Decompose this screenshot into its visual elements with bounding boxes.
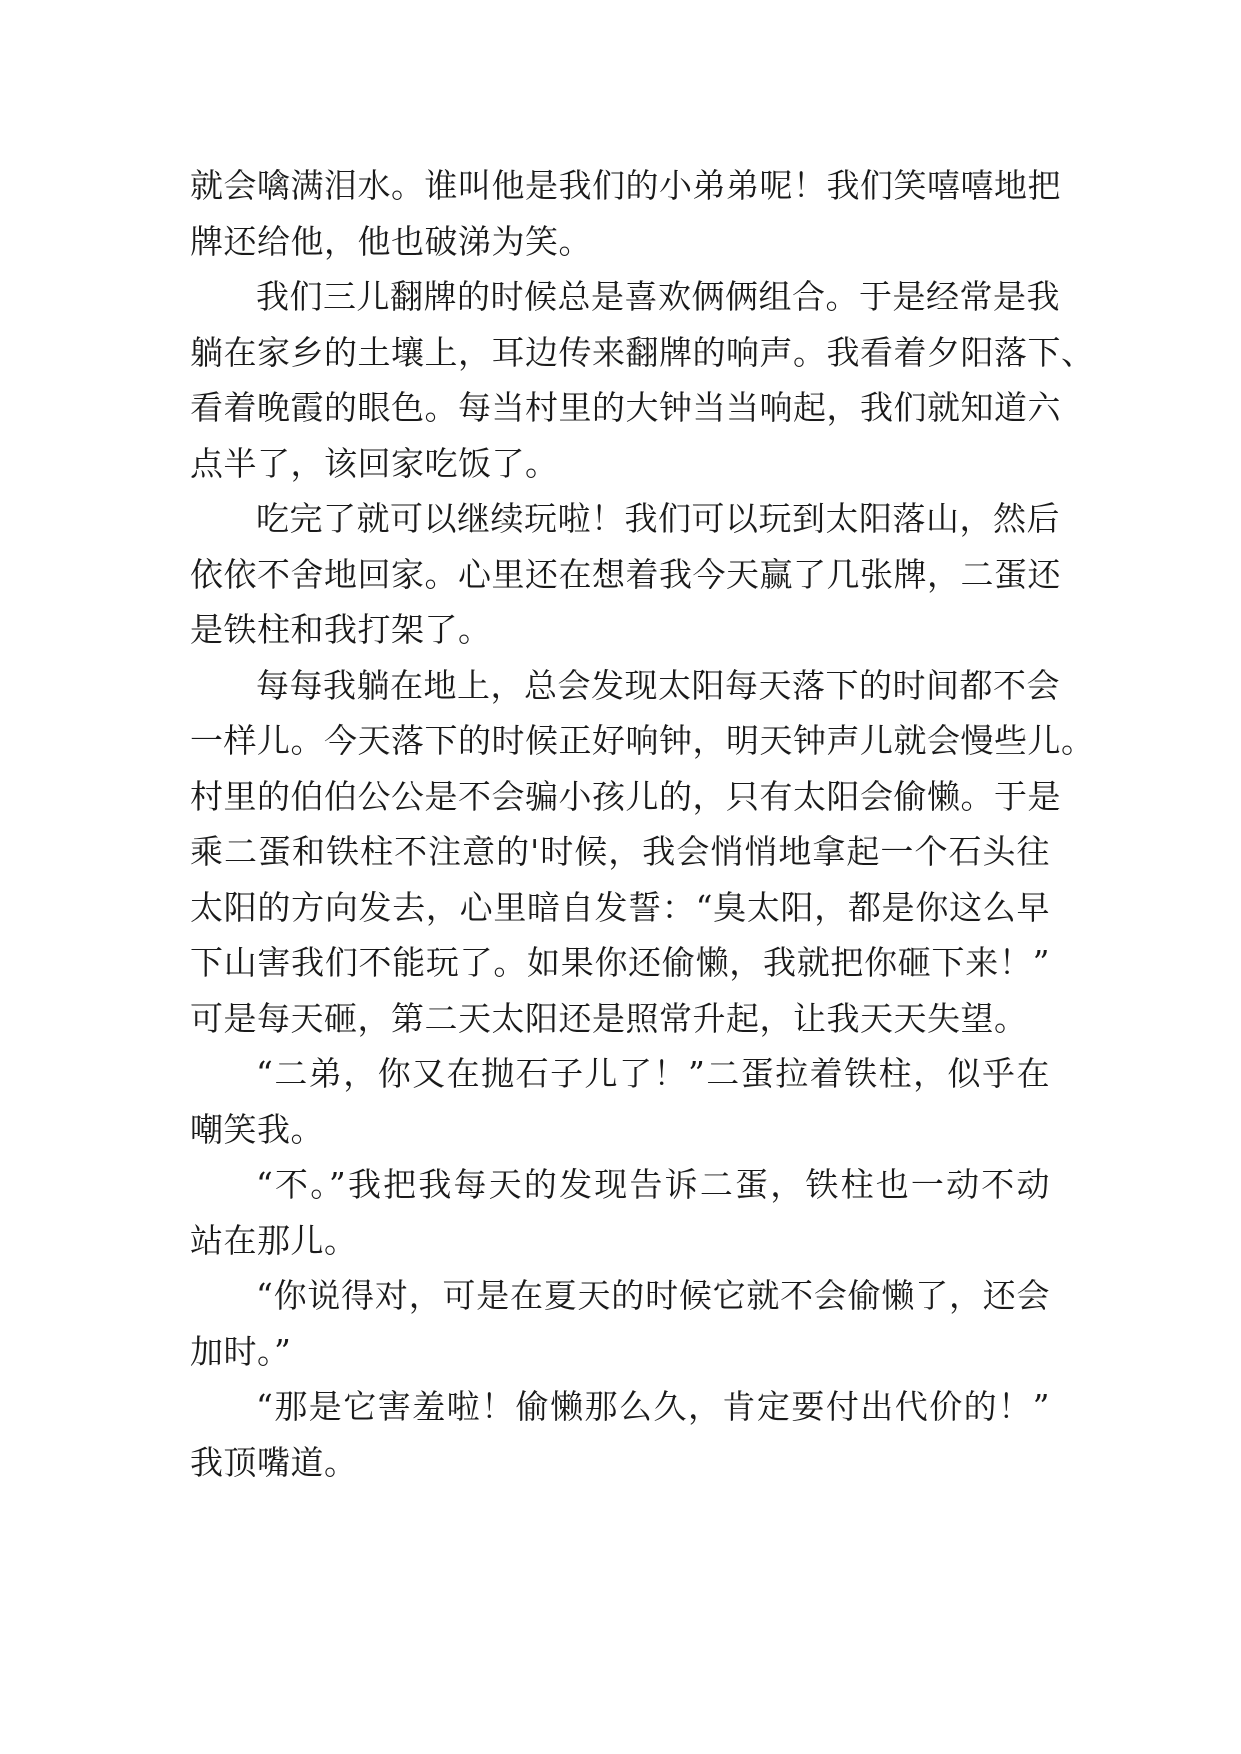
paragraph bbox=[190, 1046, 1050, 1157]
text-line: 我顶嘴道。 bbox=[190, 1442, 358, 1482]
text-line: 太阳的方向发去，心里暗自发誓：“臭太阳，都是你这么早 bbox=[190, 887, 1050, 927]
paragraph bbox=[190, 1379, 1050, 1490]
text-line: “二弟，你又在抛石子儿了！”二蛋拉着铁柱，似乎在 bbox=[256, 1054, 1050, 1093]
text-line: 村里的伯伯公公是不会骗小孩儿的，只有太阳会偷懒。于是 bbox=[190, 776, 1061, 816]
text-line: 就会噙满泪水。谁叫他是我们的小弟弟呢！我们笑嘻嘻地把 bbox=[190, 166, 1061, 205]
text-line: 可是每天砸，第二天太阳还是照常升起，让我天天失望。 bbox=[190, 998, 1028, 1038]
text-line: 我们三儿翻牌的时候总是喜欢俩俩组合。于是经常是我 bbox=[256, 277, 1060, 316]
text-line: 点半了，该回家吃饭了。 bbox=[190, 443, 559, 483]
paragraph bbox=[190, 1157, 1050, 1268]
paragraph bbox=[190, 1268, 1050, 1379]
text-line: 乘二蛋和铁柱不注意的'时候，我会悄悄地拿起一个石头往 bbox=[190, 832, 1050, 871]
text-line: 每每我躺在地上，总会发现太阳每天落下的时间都不会 bbox=[256, 665, 1060, 705]
text-line: 一样儿。今天落下的时候正好响钟，明天钟声儿就会慢些儿。 bbox=[190, 721, 1095, 760]
paragraph bbox=[190, 491, 1061, 658]
paragraph bbox=[190, 158, 1061, 269]
text-line: 吃完了就可以继续玩啦！我们可以玩到太阳落山，然后 bbox=[256, 499, 1060, 538]
text-line: 下山害我们不能玩了。如果你还偷懒，我就把你砸下来！” bbox=[190, 943, 1050, 982]
text-line: “不。”我把我每天的发现告诉二蛋，铁柱也一动不动 bbox=[256, 1165, 1050, 1204]
text-line: 依依不舍地回家。心里还在想着我今天赢了几张牌，二蛋还 bbox=[190, 554, 1061, 594]
text-line: 看着晚霞的眼色。每当村里的大钟当当响起，我们就知道六 bbox=[190, 388, 1061, 427]
text-line: “那是它害羞啦！偷懒那么久，肯定要付出代价的！” bbox=[256, 1387, 1050, 1426]
text-line: 加时。” bbox=[190, 1331, 292, 1371]
paragraph bbox=[190, 658, 1095, 1047]
text-line: 站在那儿。 bbox=[190, 1220, 358, 1260]
body-text bbox=[190, 158, 1095, 1490]
text-line: 是铁柱和我打架了。 bbox=[190, 610, 492, 649]
text-line: “你说得对，可是在夏天的时候它就不会偷懒了，还会 bbox=[256, 1276, 1050, 1315]
text-line: 嘲笑我。 bbox=[190, 1109, 324, 1149]
text-line: 牌还给他，他也破涕为笑。 bbox=[190, 221, 592, 261]
paragraph bbox=[190, 269, 1095, 491]
text-line: 躺在家乡的土壤上，耳边传来翻牌的响声。我看着夕阳落下、 bbox=[190, 332, 1095, 372]
